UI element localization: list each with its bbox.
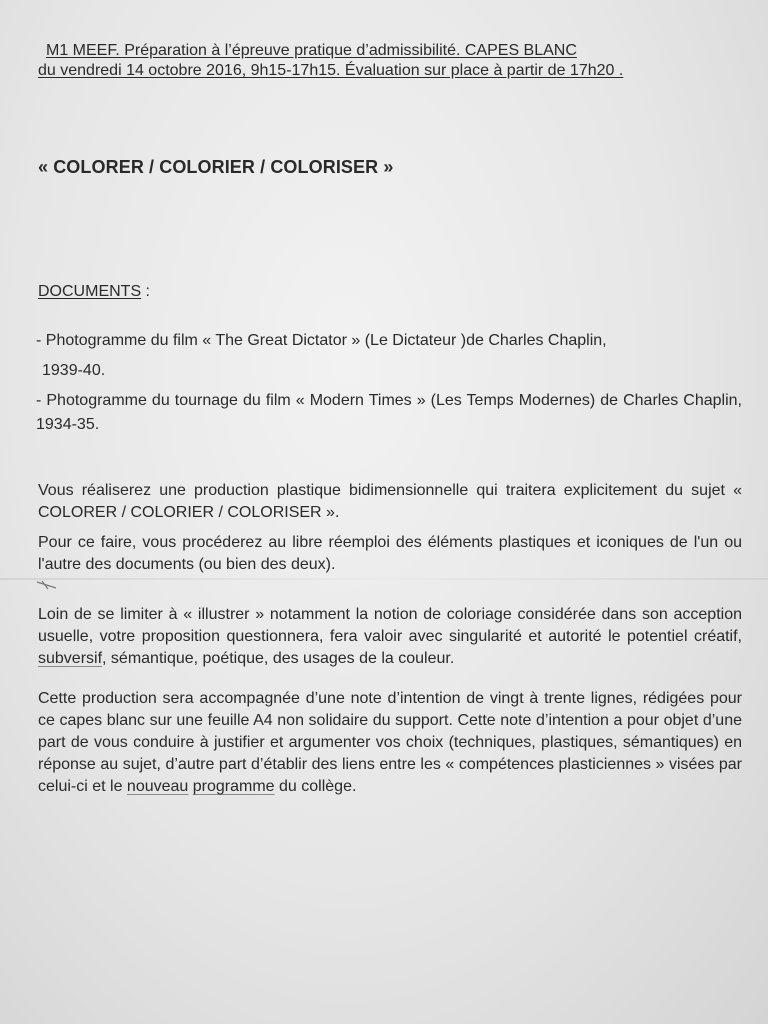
pencil-mark-icon [36,580,58,590]
paper-fold-line [0,578,768,580]
underlined-word-nouveau: nouveau [126,778,189,795]
document-item-1-line-1: - Photogramme du film « The Great Dictator » (Le Dictateur )de Charles Chaplin, [36,332,607,349]
paragraph-intention-text-a: Cette production sera accompagnée d’une note d’intention de vingt à trente lignes, rédigées pour ce capes blanc sur une feuille A4 non solidaire du support. Cette note d’intention a pour objet d’une part de vous conduire à justifier et argumenter vos choix (techniques, plastiques, sémantiques) en réponse au sujet, d’autre part d’établir des liens entre les « compétences plasticiennes » visées par celui-ci et le [38,690,742,795]
paragraph-method: Pour ce faire, vous procéderez au libre réemploi des éléments plastiques et iconiques de l'un ou l'autre des documents (ou bien des deux). [38,534,742,573]
header-line-2-end: . [614,62,624,79]
paragraph-intention-note [38,688,742,798]
page-title: « COLORER / COLORIER / COLORISER » [38,157,394,177]
paragraph-expectations-text-b: , sémantique, poétique, des usages de la couleur. [102,650,455,667]
document-item-1-line-2: 1939-40. [42,362,106,379]
header-line-2 [38,61,738,81]
documents-heading [38,283,150,301]
paragraph-intention-text-b: du collège. [274,778,357,795]
document-item-1 [36,329,742,383]
documents-label-suffix: : [141,283,150,300]
underlined-word-subversif: subversif [38,650,103,667]
document-item-2: - Photogramme du tournage du film « Modern Times » (Les Temps Modernes) de Charles Chaplin, 1934-35. [36,392,742,433]
document-header [38,41,738,81]
header-line-2-text: du vendredi 14 octobre 2016, 9h15-17h15. Évaluation sur place à partir de 17h20 [38,62,615,79]
underlined-word-programme: programme [192,778,275,795]
paragraph-expectations-text-a: Loin de se limiter à « illustrer » notamment la notion de coloriage considérée dans son acception usuelle, votre proposition questionnera, fera valoir avec singularité et autorité le potentiel créatif, [38,606,742,645]
paragraph-subject: Vous réaliserez une production plastique bidimensionnelle qui traitera explicitement du sujet « COLORER / COLORIER / COLORISER ». [38,482,742,521]
documents-label: DOCUMENTS [38,283,142,300]
paragraph-expectations [38,604,742,670]
header-line-1: M1 MEEF. Préparation à l’épreuve pratique d’admissibilité. CAPES BLANC [46,42,577,59]
